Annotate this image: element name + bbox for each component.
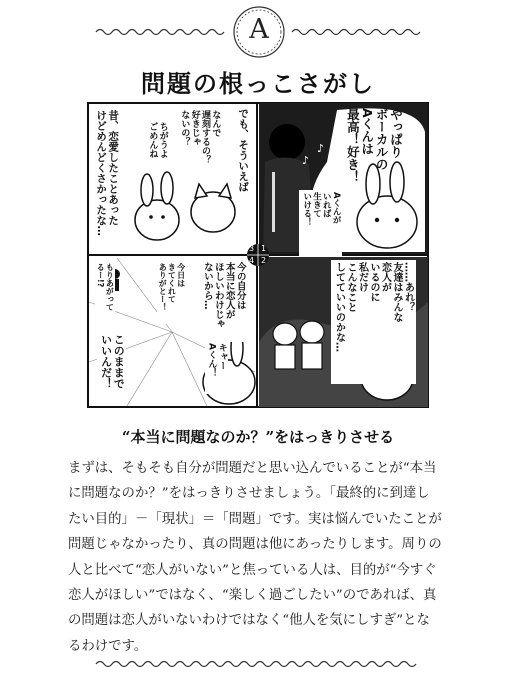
panel2-question: なんで 遅刻するの？ 好きじゃ ないの？ — [179, 110, 221, 164]
panel4-conclusion: このままで いいんだ！ — [97, 332, 126, 406]
panel4-extra: もりあがって るー!? — [95, 262, 115, 326]
panel2-memory: 昔、恋愛したことあった けどめんどくさかったな… — [95, 110, 120, 236]
body-line: たい目的」－「現状」＝「問題」です。実は悩んでいたことが — [68, 511, 442, 527]
svg-text:♪: ♪ — [317, 142, 325, 155]
svg-text:♪: ♪ — [302, 154, 310, 167]
panel-number-3: 3 — [249, 244, 255, 253]
section-caption: “本当に問題なのか？”をはっきりさせる — [121, 428, 395, 446]
body-line: の問題は恋人がいないわけではなく“他人を気にしすぎ”とな — [68, 613, 430, 629]
body-line: 人と比べて“恋人がいない”と焦っている人は、目的が“今すぐ — [68, 562, 437, 578]
panel-number-4: 4 — [249, 256, 255, 265]
comic-strip — [87, 102, 429, 408]
body-line: まずは、そもそも自分が問題だと思い込んでいることが“本当 — [68, 461, 437, 476]
panel-number-1: 1 — [261, 244, 267, 253]
panel2-reply: ちがうよ ごめんね — [147, 122, 168, 158]
body-line: に問題なのか？”をはっきりさせましょう。「最終的に到達し — [68, 486, 430, 502]
body-line: るわけです。 — [68, 638, 148, 654]
page-title: 問題の根っこさがし — [141, 70, 375, 98]
panel1-speech: やっぱり ボーカルの Aくんは 最高！好き！ — [345, 108, 404, 183]
body-line: 問題じゃなかったり、真の問題は他にあったりします。周りの — [68, 537, 442, 553]
body-line: 恋人がほしい”ではなく、“楽しく過ごしたい”のであれば、真 — [68, 588, 437, 604]
panel2-narration: でも、そういえば — [237, 108, 250, 192]
body-text — [68, 456, 460, 659]
panel3-narration: ……あれ？ 友達はみんな 恋人が いるのに 私だけ こんなこと してていいのかな… — [331, 260, 416, 384]
bottom-wavy-border — [0, 658, 516, 670]
panel-number-2: 2 — [261, 256, 267, 265]
panel4-fan: キャー Aくん！ — [205, 342, 228, 394]
panel4-stage: 今日は きてくれて ありがとー！ — [157, 262, 187, 324]
panel1-side-text: Aくんが いれば 生きて いける！ — [299, 190, 342, 256]
panel4-thought: 今の自分は 本当に恋人が ほしいわけじゃ ないから… — [199, 260, 247, 342]
badge-letter: A — [249, 14, 269, 45]
